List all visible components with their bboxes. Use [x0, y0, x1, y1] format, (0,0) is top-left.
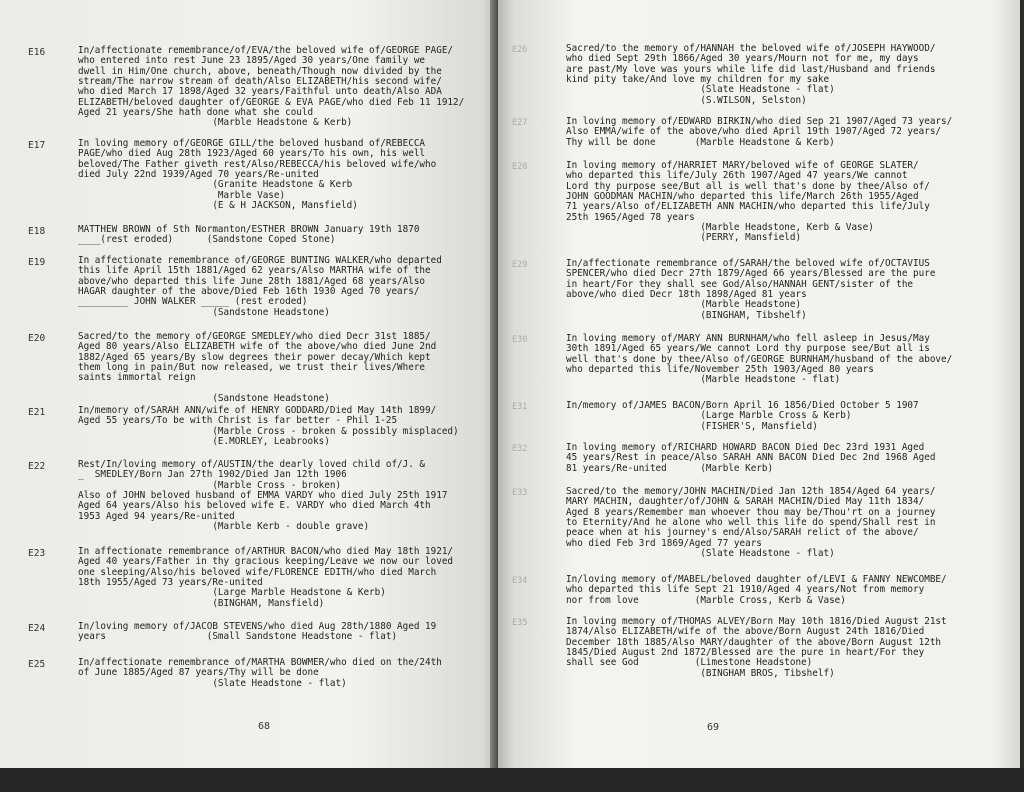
inscription-line: (Slate Headstone - flat) — [566, 547, 835, 559]
inscription-line: to Eternity/And he alone who well this life do spend/Shall rest in — [566, 516, 936, 528]
inscription-line: _ SMEDLEY/Born Jan 27th 1902/Died Jan 12th 1906 — [78, 469, 347, 481]
inscription-line: (PERRY, Mansfield) — [566, 232, 802, 244]
inscription-line: (Sandstone Headstone) — [78, 392, 330, 404]
inscription-line: (BINGHAM, Mansfield) — [78, 597, 325, 609]
inscription-line: saints immortal reign — [78, 372, 196, 384]
page-number-right: 69 — [707, 722, 720, 733]
inscription-line: 18th 1955/Aged 73 years/Re-united — [78, 576, 263, 588]
inscription-line: Aged 55 years/To be with Christ is far better - Phil 1-25 — [78, 415, 398, 427]
inscription-line: well that's done by thee/Also of/GEORGE BURNHAM/husband of the above/ — [566, 353, 953, 365]
inscription-line: 81 years/Re-united (Marble Kerb) — [566, 462, 774, 474]
inscription-line: In loving memory of/RICHARD HOWARD BACON Died Dec 23rd 1931 Aged — [566, 442, 925, 453]
entry-id: E18 — [28, 226, 46, 237]
inscription-line: (Marble Headstone & Kerb) — [78, 117, 353, 129]
inscription-line: 71 years/Also of/ELIZABETH ANN MACHIN/who departed this life/July — [566, 201, 930, 213]
entry-id: E22 — [28, 461, 46, 472]
inscription-line: 1845/Died August 2nd 1872/Blessed are the pure in heart/For they — [566, 646, 925, 658]
inscription-line: (Granite Headstone & Kerb — [78, 179, 353, 191]
inscription-line: who departed this life Sept 21 1910/Aged 4 years/Not from memory — [566, 584, 925, 596]
inscription-line: years (Small Sandstone Headstone - flat) — [78, 631, 398, 643]
inscription-line: 1874/Also ELIZABETH/wife of the above/Born August 24th 1816/Died — [566, 626, 925, 638]
inscription-line: PAGE/who died Aug 28th 1923/Aged 60 years/To his own, his well — [78, 148, 426, 160]
inscription-line: who departed this life/November 25th 1903/Aged 80 years — [566, 363, 874, 375]
inscription-line: SPENCER/who died Decr 27th 1879/Aged 66 years/Blessed are the pure — [566, 268, 936, 280]
inscription-line: Aged 21 years/She hath done what she could — [78, 106, 314, 118]
inscription-line: peace when at his journey's end/Also/SARAH relict of the above/ — [566, 527, 919, 539]
inscription-line: Rest/In/loving memory of/AUSTIN/the dearly loved child of/J. & — [78, 459, 426, 470]
inscription-line: above/who departed this life June 28th 1881/Aged 68 years/Also — [78, 275, 426, 287]
inscription-line: stream/The narrow stream of death/Also ELIZABETH/his second wife/ — [78, 75, 442, 87]
inscription-line: (Marble Headstone, Kerb & Vase) — [566, 221, 874, 233]
inscription-line: who died Sept 29th 1866/Aged 30 years/Mourn not for me, my days — [566, 53, 919, 65]
inscription-line: (E.MORLEY, Leabrooks) — [78, 435, 330, 447]
inscription-line: HAGAR daughter of the above/Died Feb 16th 1930 Aged 70 years/ — [78, 285, 420, 297]
entry-id: E16 — [28, 47, 46, 58]
inscription-line: In affectionate remembrance of/ARTHUR BACON/who died May 18th 1921/ — [78, 546, 454, 557]
entry-id: E34 — [512, 576, 528, 586]
scanner-bottom-edge — [0, 768, 1024, 792]
inscription-line: Lord thy purpose see/But all is well that's done by thee/Also of/ — [566, 180, 930, 192]
page-number-left: 68 — [258, 721, 271, 732]
entry-id: E35 — [512, 618, 528, 628]
inscription-line: 1882/Aged 65 years/By slow degrees their power decay/Which kept — [78, 351, 431, 363]
inscription-line: who died Feb 3rd 1869/Aged 77 years — [566, 537, 762, 549]
inscription-line: who entered into rest June 23 1895/Aged 30 years/One family we — [78, 55, 426, 67]
inscription-line: beloved/The Father giveth rest/Also/REBECCA/his beloved wife/who — [78, 158, 437, 170]
entry-id: E30 — [512, 335, 528, 345]
inscription-line: kind pity take/And love my children for my sake — [566, 73, 830, 85]
inscription-line: In/affectionate remembrance of/SARAH/the beloved wife of/OCTAVIUS — [566, 258, 930, 269]
entry-id: E23 — [28, 548, 46, 559]
inscription-line: In/loving memory of/MABEL/beloved daughter of/LEVI & FANNY NEWCOMBE/ — [566, 574, 947, 585]
inscription-line: (FISHER'S, Mansfield) — [566, 420, 818, 432]
inscription-line: ____(rest eroded) (Sandstone Coped Stone) — [78, 234, 336, 246]
entry-id: E31 — [512, 402, 528, 412]
inscription-line: (Sandstone Headstone) — [78, 306, 330, 318]
inscription-line: In/memory of/JAMES BACON/Born April 16 1856/Died October 5 1907 — [566, 400, 919, 411]
inscription-line: In loving memory of/GEORGE GILL/the beloved husband of/REBECCA — [78, 138, 426, 149]
left-page — [0, 0, 498, 770]
inscription-line: (Marble Cross - broken & possibly misplaced) — [78, 425, 459, 437]
inscription-line: 30th 1891/Aged 65 years/We cannot Lord thy purpose see/But all is — [566, 343, 930, 355]
inscription-line: In/affectionate remembrance of/MARTHA BOWMER/who died on the/24th — [78, 657, 442, 668]
inscription-line: Also of JOHN beloved husband of EMMA VARDY who died July 25th 1917 — [78, 489, 448, 501]
entry-id: E24 — [28, 623, 46, 634]
entry-id: E29 — [512, 260, 528, 270]
inscription-line: (BINGHAM BROS, Tibshelf) — [566, 667, 835, 679]
inscription-line: (Slate Headstone - flat) — [566, 84, 835, 96]
right-page — [498, 0, 1020, 770]
inscription-line: (S.WILSON, Selston) — [566, 94, 807, 106]
inscription-line: (Slate Headstone - flat) — [78, 677, 347, 689]
inscription-line: (Marble Cross - broken) — [78, 479, 342, 491]
inscription-line: are past/My love was yours while life did last/Husband and friends — [566, 63, 936, 75]
inscription-line: Aged 80 years/Also ELIZABETH wife of the above/who died June 2nd — [78, 341, 437, 353]
inscription-line: In loving memory of/MARY ANN BURNHAM/who fell asleep in Jesus/May — [566, 333, 930, 344]
entry-id: E25 — [28, 659, 46, 670]
inscription-line: In/loving memory of/JACOB STEVENS/who died Aug 28th/1880 Aged 19 — [78, 621, 437, 632]
inscription-line: 25th 1965/Aged 78 years — [566, 211, 695, 223]
inscription-line: Thy will be done (Marble Headstone & Kerb) — [566, 136, 835, 148]
entry-id: E28 — [512, 162, 528, 172]
entry-id: E27 — [512, 118, 528, 128]
inscription-line: December 18th 1885/Also MARY/daughter of the above/Born August 12th — [566, 636, 942, 648]
inscription-line: JOHN GOODMAN MACHIN/who departed this life/March 26th 1955/Aged — [566, 190, 919, 202]
entry-id: E19 — [28, 257, 46, 268]
inscription-line: (Large Marble Cross & Kerb) — [566, 410, 852, 422]
entry-id: E20 — [28, 333, 46, 344]
inscription-line: (Large Marble Headstone & Kerb) — [78, 587, 386, 599]
inscription-line: Aged 8 years/Remember man whoever thou may be/Thou'rt on a journey — [566, 506, 936, 518]
inscription-line: MATTHEW BROWN of Sth Normanton/ESTHER BROWN January 19th 1870 — [78, 224, 420, 235]
inscription-line: In loving memory of/HARRIET MARY/beloved wife of GEORGE SLATER/ — [566, 160, 919, 171]
inscription-line: Sacred/to the memory/JOHN MACHIN/Died Jan 12th 1854/Aged 64 years/ — [566, 486, 936, 497]
inscription-line: (Marble Headstone) — [566, 299, 802, 311]
inscription-line: of June 1885/Aged 87 years/Thy will be done — [78, 667, 319, 679]
inscription-line: 1953 Aged 94 years/Re-united — [78, 510, 235, 522]
inscription-line: In loving memory of/THOMAS ALVEY/Born May 10th 1816/Died August 21st — [566, 616, 947, 627]
inscription-line: (Marble Kerb - double grave) — [78, 520, 370, 532]
inscription-line: (BINGHAM, Tibshelf) — [566, 309, 807, 321]
inscription-line: who died March 17 1898/Aged 32 years/Faithful unto death/Also ADA — [78, 86, 442, 98]
entry-id: E33 — [512, 488, 528, 498]
inscription-line: in heart/For they shall see God/Also/HANNAH GENT/sister of the — [566, 278, 914, 290]
inscription-line: Marble Vase) — [78, 189, 286, 201]
inscription-line: In loving memory of/EDWARD BIRKIN/who died Sep 21 1907/Aged 73 years/ — [566, 116, 953, 127]
entry-id: E32 — [512, 444, 528, 454]
inscription-line: Sacred/to the memory of/HANNAH the beloved wife of/JOSEPH HAYWOOD/ — [566, 43, 936, 54]
inscription-line: Aged 64 years/Also his beloved wife E. VARDY who died March 4th — [78, 500, 431, 512]
inscription-line: Sacred/to the memory of/GEORGE SMEDLEY/who died Decr 31st 1885/ — [78, 331, 431, 342]
inscription-line: In/affectionate remembrance/of/EVA/the beloved wife of/GEORGE PAGE/ — [78, 45, 454, 56]
inscription-line: this life April 15th 1881/Aged 62 years/Also MARTHA wife of the — [78, 265, 431, 277]
inscription-line: nor from love (Marble Cross, Kerb & Vase) — [566, 594, 846, 606]
inscription-line: Also EMMA/wife of the above/who died April 19th 1907/Aged 72 years/ — [566, 126, 942, 138]
inscription-line: In/memory of/SARAH ANN/wife of HENRY GODDARD/Died May 14th 1899/ — [78, 405, 437, 416]
entry-id: E26 — [512, 45, 528, 55]
inscription-line: Aged 40 years/Father in thy gracious keeping/Leave we now our loved — [78, 556, 454, 568]
inscription-line: died July 22nd 1939/Aged 70 years/Re-united — [78, 168, 319, 180]
inscription-line: dwell in Him/One church, above, beneath/Though now divided by the — [78, 65, 442, 77]
inscription-line: _________ JOHN WALKER _____ (rest eroded) — [78, 296, 308, 308]
inscription-line: (E & H JACKSON, Mansfield) — [78, 199, 358, 211]
inscription-line: who departed this life/July 26th 1907/Aged 47 years/We cannot — [566, 170, 908, 182]
inscription-line: shall see God (Limestone Headstone) — [566, 657, 813, 669]
entry-id: E17 — [28, 140, 46, 151]
inscription-line: MARY MACHIN, daughter/of/JOHN & SARAH MACHIN/Died May 11th 1834/ — [566, 496, 925, 508]
inscription-line: 45 years/Rest in peace/Also SARAH ANN BACON Died Dec 2nd 1968 Aged — [566, 452, 936, 464]
inscription-line: In affectionate remembrance of/GEORGE BUNTING WALKER/who departed — [78, 255, 442, 266]
inscription-line: them long in pain/But now released, we trust their lives/Where — [78, 361, 426, 373]
inscription-line: one sleeping/Also/his beloved wife/FLORENCE EDITH/who died March — [78, 566, 437, 578]
inscription-line: ELIZABETH/beloved daughter of/GEORGE & EVA PAGE/who died Feb 11 1912/ — [78, 96, 465, 108]
inscription-line: above/who died Decr 18th 1898/Aged 81 years — [566, 288, 807, 300]
entry-id: E21 — [28, 407, 46, 418]
inscription-line: (Marble Headstone - flat) — [566, 374, 841, 386]
